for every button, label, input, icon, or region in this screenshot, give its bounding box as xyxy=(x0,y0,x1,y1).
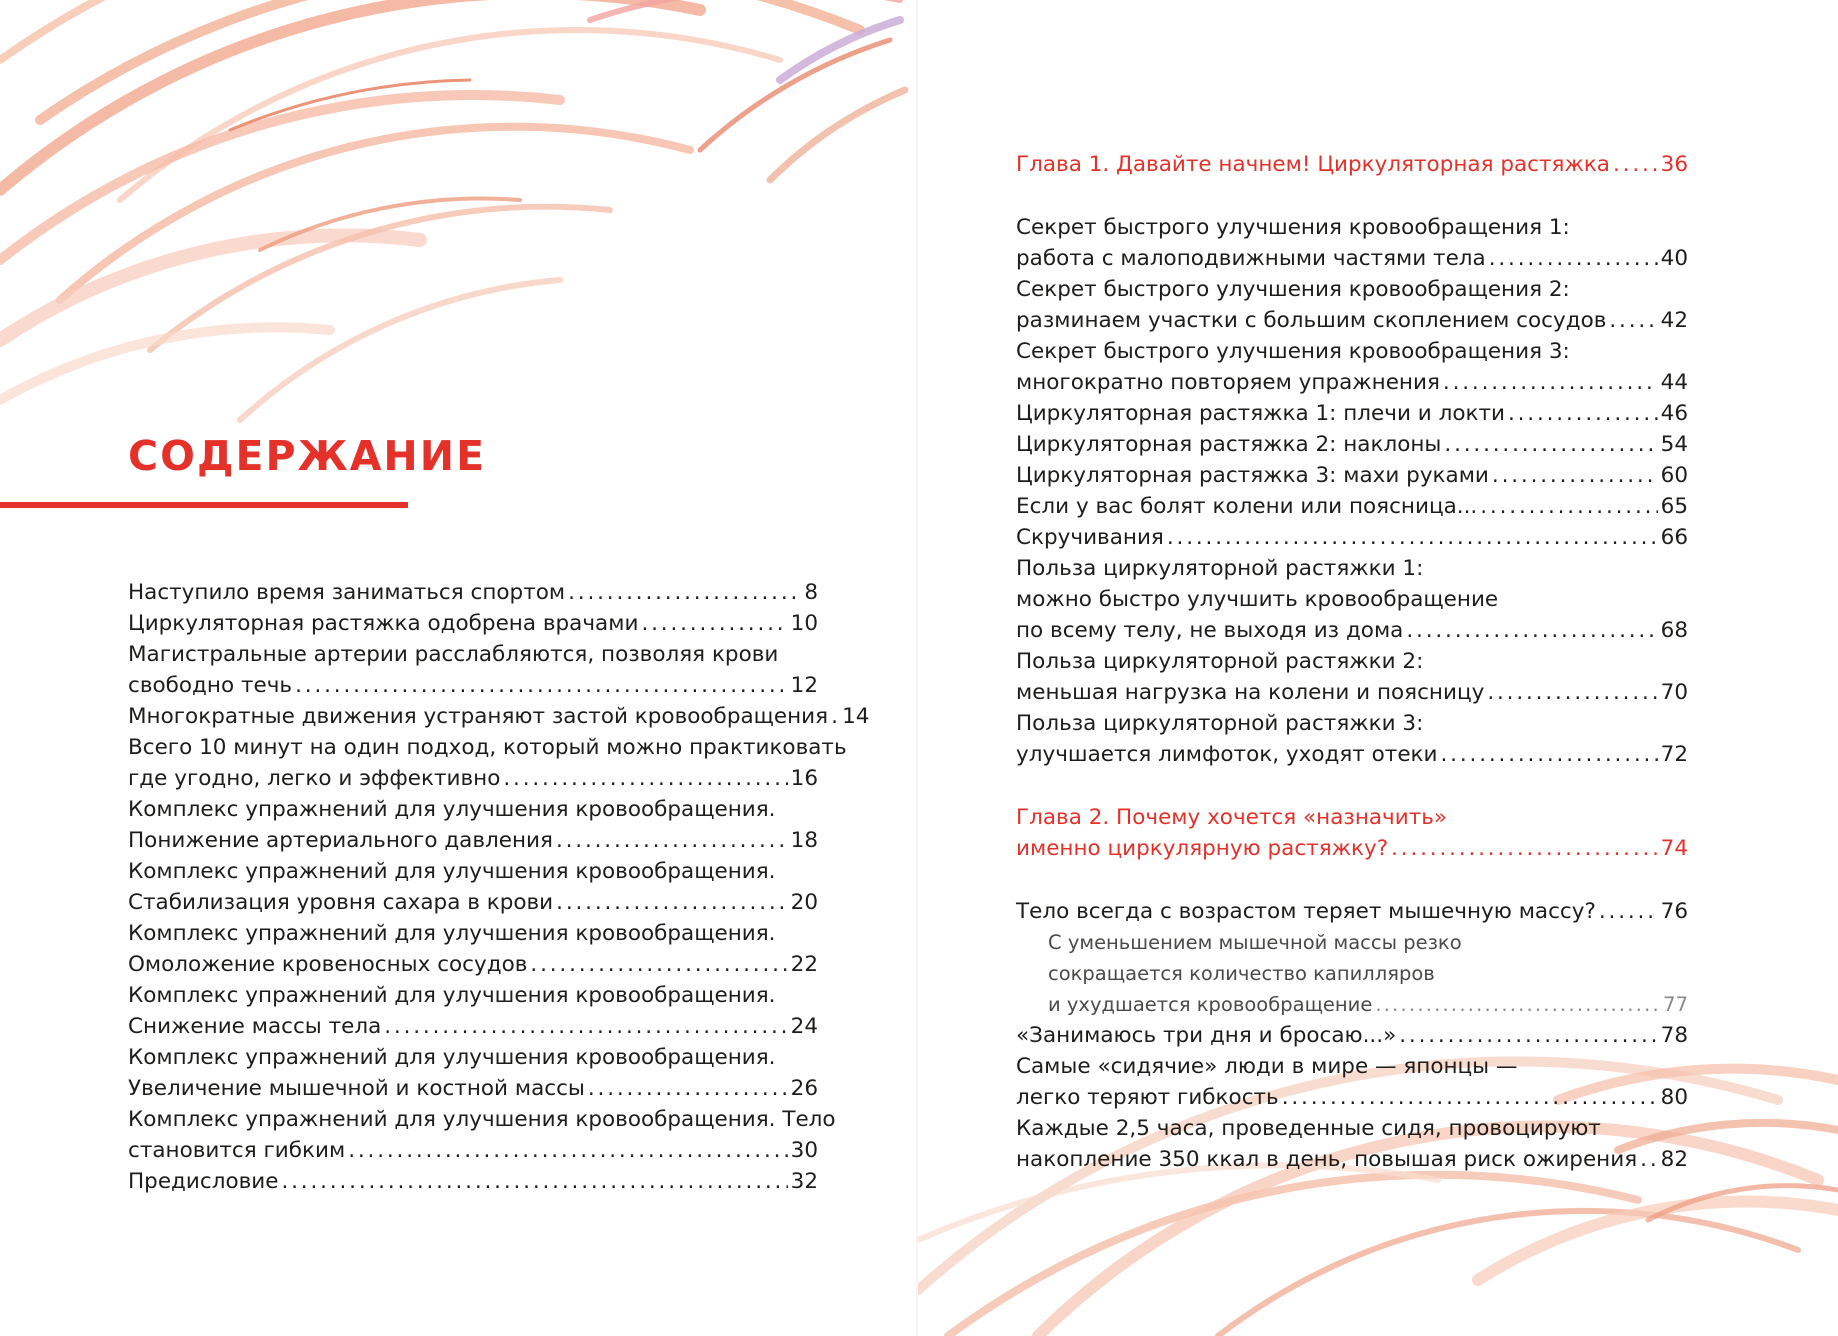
toc-entry xyxy=(1016,1020,1688,1051)
dot-leader xyxy=(1375,989,1660,1020)
dot-leader xyxy=(556,887,787,918)
toc-entry-text: Польза циркуляторной растяжки 3: xyxy=(1016,711,1424,736)
toc-entry xyxy=(128,1104,836,1166)
toc-entry-text: Омоложение кровеносных сосудов xyxy=(128,952,528,977)
toc-entry-text: можно быстро улучшить кровообращение xyxy=(1016,587,1499,612)
toc-page-number: 8 xyxy=(804,580,818,605)
dot-leader xyxy=(1492,460,1658,491)
toc-page-number: 60 xyxy=(1660,463,1688,488)
toc-entry-text: Циркуляторная растяжка 2: наклоны xyxy=(1016,432,1442,457)
toc-entry xyxy=(128,1166,818,1197)
dot-leader xyxy=(384,1011,787,1042)
dot-leader xyxy=(641,608,787,639)
toc-entry-text: улучшается лимфоток, уходят отеки xyxy=(1016,742,1438,767)
toc-entry-text: сокращается количество капилляров xyxy=(1048,962,1435,985)
toc-entry-text: Магистральные артерии расслабляются, позволяя крови xyxy=(128,642,779,667)
toc-entry-text: Глава 1. Давайте начнем! Циркуляторная растяжка xyxy=(1016,152,1610,177)
toc-page-number: 22 xyxy=(790,952,818,977)
toc-list-right xyxy=(1016,149,1688,1175)
toc-entry-text: Глава 2. Почему хочется «назначить» xyxy=(1016,805,1448,830)
toc-page-number: 80 xyxy=(1660,1085,1688,1110)
toc-entry-text: Предисловие xyxy=(128,1169,279,1194)
toc-page-number: 70 xyxy=(1660,680,1688,705)
toc-page-number: 10 xyxy=(790,611,818,636)
toc-entry xyxy=(1016,491,1688,522)
toc-page-number: 12 xyxy=(790,673,818,698)
dot-leader xyxy=(503,763,787,794)
toc-entry-text: Комплекс упражнений для улучшения кровообращения. xyxy=(128,983,776,1008)
toc-entry-text: где угодно, легко и эффективно xyxy=(128,766,501,791)
toc-entry-text: Циркуляторная растяжка 3: махи руками xyxy=(1016,463,1489,488)
toc-entry-text: Тело всегда с возрастом теряет мышечную массу? xyxy=(1016,899,1596,924)
toc-entry-text: свободно течь xyxy=(128,673,293,698)
toc-page-number: 76 xyxy=(1660,899,1688,924)
toc-chapter-entry xyxy=(1016,802,1688,864)
dot-leader xyxy=(1441,739,1658,770)
toc-entry-text: многократно повторяем упражнения xyxy=(1016,370,1440,395)
toc-page-number: 77 xyxy=(1663,993,1688,1016)
toc-entry-text: Наступило время заниматься спортом xyxy=(128,580,566,605)
toc-entry xyxy=(128,980,818,1042)
dot-leader xyxy=(556,825,788,856)
toc-entry xyxy=(128,732,847,794)
toc-page-number: 42 xyxy=(1660,308,1688,333)
toc-entry-text: Самые «сидячие» люди в мире — японцы — xyxy=(1016,1054,1518,1079)
dot-leader xyxy=(1489,243,1658,274)
toc-entry-text: Если у вас болят колени или поясница... xyxy=(1016,494,1478,519)
toc-entry-text: Секрет быстрого улучшения кровообращения 2: xyxy=(1016,277,1570,302)
toc-page-number: 32 xyxy=(790,1169,818,1194)
toc-entry xyxy=(1016,212,1688,274)
dot-leader xyxy=(348,1135,787,1166)
toc-entry xyxy=(128,608,818,639)
toc-entry-text: Скручивания xyxy=(1016,525,1164,550)
toc-entry-text: работа с малоподвижными частями тела xyxy=(1016,246,1486,271)
toc-list-left xyxy=(128,577,870,1197)
dot-leader xyxy=(588,1073,788,1104)
toc-entry-text: С уменьшением мышечной массы резко xyxy=(1048,931,1462,954)
toc-entry-text: Циркуляторная растяжка одобрена врачами xyxy=(128,611,639,636)
toc-entry-text: Понижение артериального давления xyxy=(128,828,553,853)
toc-page-number: 68 xyxy=(1660,618,1688,643)
toc-entry-text: разминаем участки с большим скоплением сосудов xyxy=(1016,308,1607,333)
toc-entry xyxy=(1016,1051,1688,1113)
toc-entry xyxy=(128,794,818,856)
toc-page-number: 16 xyxy=(790,766,818,791)
toc-entry-text: Секрет быстрого улучшения кровообращения 1: xyxy=(1016,215,1570,240)
toc-entry-text: именно циркулярную растяжку? xyxy=(1016,836,1389,861)
page-title: СОДЕРЖАНИЕ xyxy=(128,432,487,480)
toc-entry-text: Комплекс упражнений для улучшения кровообращения. xyxy=(128,921,776,946)
toc-entry-text: накопление 350 ккал в день, повышая риск ожирения xyxy=(1016,1147,1638,1172)
dot-leader xyxy=(568,577,801,608)
toc-entry-text: по всему телу, не выходя из дома xyxy=(1016,618,1404,643)
right-page xyxy=(918,0,1838,1336)
toc-entry xyxy=(1016,336,1688,398)
dot-leader xyxy=(1399,1020,1657,1051)
toc-entry-text: «Занимаюсь три дня и бросаю...» xyxy=(1016,1023,1397,1048)
toc-entry xyxy=(1016,896,1688,927)
dot-leader xyxy=(1282,1082,1658,1113)
toc-page-number: 40 xyxy=(1660,246,1688,271)
toc-chapter-entry xyxy=(1016,149,1688,180)
title-underline xyxy=(0,502,408,508)
toc-page-number: 65 xyxy=(1660,494,1688,519)
dot-leader xyxy=(831,701,839,732)
toc-entry-text: Комплекс упражнений для улучшения кровообращения. xyxy=(128,1045,776,1070)
toc-page-number: 18 xyxy=(790,828,818,853)
toc-page-number: 36 xyxy=(1660,152,1688,177)
toc-entry-text: легко теряют гибкость xyxy=(1016,1085,1279,1110)
toc-page-number: 46 xyxy=(1660,401,1688,426)
toc-entry-text: Комплекс упражнений для улучшения кровообращения. xyxy=(128,797,776,822)
toc-entry xyxy=(1016,522,1688,553)
toc-entry xyxy=(1016,646,1688,708)
toc-entry-text: меньшая нагрузка на колени и поясницу xyxy=(1016,680,1485,705)
dot-leader xyxy=(1444,429,1657,460)
toc-page-number: 66 xyxy=(1660,525,1688,550)
toc-page-number: 44 xyxy=(1660,370,1688,395)
dot-leader xyxy=(1406,615,1657,646)
toc-page-number: 24 xyxy=(790,1014,818,1039)
dot-leader xyxy=(1487,677,1657,708)
toc-entry xyxy=(128,639,818,701)
toc-entry xyxy=(1016,429,1688,460)
toc-entry xyxy=(128,1042,818,1104)
toc-entry-text: Увеличение мышечной и костной массы xyxy=(128,1076,585,1101)
toc-entry xyxy=(1016,460,1688,491)
toc-entry xyxy=(1016,398,1688,429)
toc-entry xyxy=(128,856,818,918)
dot-leader xyxy=(530,949,787,980)
toc-entry-text: Секрет быстрого улучшения кровообращения 3: xyxy=(1016,339,1570,364)
dot-leader xyxy=(1609,305,1657,336)
toc-page-number: 14 xyxy=(842,704,870,729)
toc-entry-text: Циркуляторная растяжка 1: плечи и локти xyxy=(1016,401,1505,426)
toc-page-number: 82 xyxy=(1660,1147,1688,1172)
dot-leader xyxy=(1640,1144,1657,1175)
dot-leader xyxy=(1613,149,1658,180)
dot-leader xyxy=(1508,398,1658,429)
toc-entry-text: Польза циркуляторной растяжки 1: xyxy=(1016,556,1424,581)
dot-leader xyxy=(1480,491,1657,522)
toc-page-number: 72 xyxy=(1660,742,1688,767)
toc-entry-text: Комплекс упражнений для улучшения кровообращения. Тело xyxy=(128,1107,836,1132)
toc-page-number: 20 xyxy=(790,890,818,915)
toc-entry-text: Комплекс упражнений для улучшения кровообращения. xyxy=(128,859,776,884)
toc-entry-text: Многократные движения устраняют застой кровообращения xyxy=(128,704,829,729)
toc-entry-text: Всего 10 минут на один подход, который можно практиковать xyxy=(128,735,847,760)
toc-entry-text: и ухудшается кровообращение xyxy=(1048,993,1373,1016)
dot-leader xyxy=(281,1166,787,1197)
toc-entry-text: Стабилизация уровня сахара в крови xyxy=(128,890,554,915)
toc-page-number: 78 xyxy=(1660,1023,1688,1048)
toc-entry-text: Польза циркуляторной растяжки 2: xyxy=(1016,649,1424,674)
left-page xyxy=(0,0,918,1336)
toc-page-number: 26 xyxy=(790,1076,818,1101)
toc-subentry xyxy=(1016,927,1688,1020)
toc-entry xyxy=(1016,1113,1688,1175)
toc-entry xyxy=(128,577,818,608)
toc-entry xyxy=(1016,274,1688,336)
toc-page-number: 30 xyxy=(790,1138,818,1163)
toc-entry xyxy=(1016,708,1688,770)
toc-page-number: 74 xyxy=(1660,836,1688,861)
toc-entry-text: Каждые 2,5 часа, проведенные сидя, провоцируют xyxy=(1016,1116,1601,1141)
dot-leader xyxy=(1391,833,1658,864)
toc-page-number: 54 xyxy=(1660,432,1688,457)
dot-leader xyxy=(1599,896,1658,927)
dot-leader xyxy=(1167,522,1658,553)
dot-leader xyxy=(295,670,788,701)
toc-entry-text: становится гибким xyxy=(128,1138,346,1163)
toc-entry-text: Снижение массы тела xyxy=(128,1014,382,1039)
toc-entry xyxy=(128,918,818,980)
dot-leader xyxy=(1443,367,1658,398)
toc-entry xyxy=(128,701,870,732)
toc-entry xyxy=(1016,553,1688,646)
